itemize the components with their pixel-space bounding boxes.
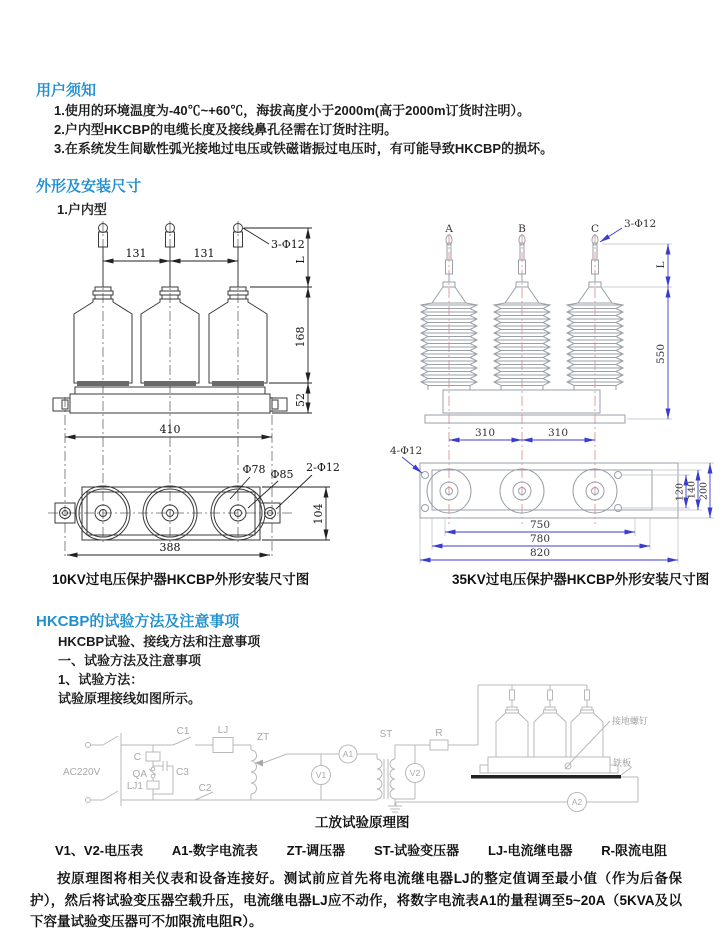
- dim-310-1: 310: [474, 427, 496, 439]
- dim-388: 388: [159, 541, 181, 554]
- label-c: C: [133, 752, 141, 763]
- test-line: 一、试验方法及注意事项: [58, 653, 202, 668]
- label-lj1: LJ1: [126, 781, 143, 792]
- label-c3: C3: [176, 767, 189, 778]
- label-v1: V1: [315, 770, 327, 780]
- label-qa: QA: [132, 769, 147, 780]
- dim-3xphi12-35: 3-Φ12: [624, 218, 657, 230]
- dim-104: 104: [312, 503, 325, 525]
- label-iron-plate: 铁板: [613, 758, 632, 768]
- dim-2xphi12: 2-Φ12: [306, 461, 340, 474]
- test-procedure-paragraph: 按原理图将相关仪表和设备连接好。测试前应首先将电流继电器LJ的整定值调至最小值（作为后备保护），然后将试验变压器空载升压，电流继电器LJ应不动作，将数字电流表A1的量程调至5~20A（5KVA及以下容量试验变压器可不加限流电阻R）。: [30, 871, 682, 929]
- dim-410: 410: [159, 423, 181, 436]
- phase-a-label: A: [445, 223, 453, 235]
- dim-phi85: Φ85: [270, 468, 294, 481]
- label-c1: C1: [176, 726, 190, 737]
- dim-780: 780: [529, 533, 551, 545]
- label-st: ST: [379, 729, 393, 740]
- label-a1: A1: [342, 749, 354, 759]
- section-title-test: HKCBP的试验方法及注意事项: [36, 613, 240, 630]
- dim-140: 140: [686, 480, 698, 500]
- test-line: 1、试验方法：: [58, 672, 144, 687]
- dim-4xphi12: 4-Φ12: [390, 445, 423, 457]
- dim-120: 120: [674, 482, 686, 502]
- caption-35kv: 35KV过电压保护器HKCBP外形安装尺寸图: [452, 572, 710, 587]
- iron-plate: [471, 775, 621, 779]
- phase-b-label: B: [518, 223, 526, 235]
- label-lj: LJ: [217, 725, 229, 736]
- dim-3xphi12: 3-Φ12: [271, 238, 305, 251]
- label-r: R: [435, 728, 443, 739]
- test-line: 试验原理接线如图所示。: [58, 691, 202, 706]
- notice-item: 1.使用的环境温度为-40℃~+60℃，海拔高度小于2000m(高于2000m订货时注明）。: [54, 103, 531, 118]
- dim-L-35: L: [655, 261, 667, 269]
- legend-item: V1、V2-电压表: [55, 843, 144, 858]
- legend-item: R-限流电阻: [601, 843, 667, 858]
- label-zt: ZT: [257, 732, 270, 743]
- dim-L: L: [294, 256, 307, 264]
- legend-item: LJ-电流继电器: [487, 843, 573, 858]
- section-title-outline: 外形及安装尺寸: [36, 178, 142, 195]
- dim-310-2: 310: [547, 427, 569, 439]
- label-c2: C2: [198, 783, 212, 794]
- user-notice-list: [54, 101, 704, 158]
- dim-131-2: 131: [193, 247, 215, 260]
- dim-168: 168: [294, 326, 307, 348]
- label-a2: A2: [571, 797, 583, 807]
- label-ac220v: AC220V: [63, 767, 101, 778]
- test-line: HKCBP试验、接线方法和注意事项: [58, 634, 261, 649]
- dim-52: 52: [294, 393, 307, 407]
- circuit-caption: 工放试验原理图: [315, 815, 410, 830]
- dim-820: 820: [529, 547, 551, 559]
- legend-item: ZT-调压器: [286, 843, 346, 858]
- circuit-legend: [55, 840, 667, 859]
- dim-200: 200: [698, 481, 710, 501]
- dim-131-1: 131: [125, 247, 147, 260]
- label-ground-screw: 接地螺钉: [612, 716, 649, 726]
- legend-item: ST-试验变压器: [373, 843, 460, 858]
- label-v2: V2: [409, 768, 421, 778]
- 35kv-outline-drawing: [388, 216, 718, 568]
- legend-item: A1-数字电流表: [171, 843, 258, 858]
- phase-c-label: C: [590, 223, 600, 235]
- dim-550: 550: [655, 343, 667, 365]
- notice-item: 3.在系统发生间歇性弧光接地过电压或铁磁谐振过电压时，有可能导致HKCBP的损坏。: [54, 141, 554, 156]
- section-title-user-notice: 用户须知: [36, 82, 97, 99]
- 10kv-outline-drawing: [40, 215, 350, 563]
- dim-phi78: Φ78: [242, 463, 266, 476]
- outline-subtitle: 1.户内型: [57, 202, 107, 217]
- notice-item: 2.户内型HKCBP的电缆长度及接线鼻孔径需在订货时注明。: [54, 122, 398, 137]
- dim-750: 750: [529, 519, 551, 531]
- caption-10kv: 10KV过电压保护器HKCBP外形安装尺寸图: [52, 572, 310, 587]
